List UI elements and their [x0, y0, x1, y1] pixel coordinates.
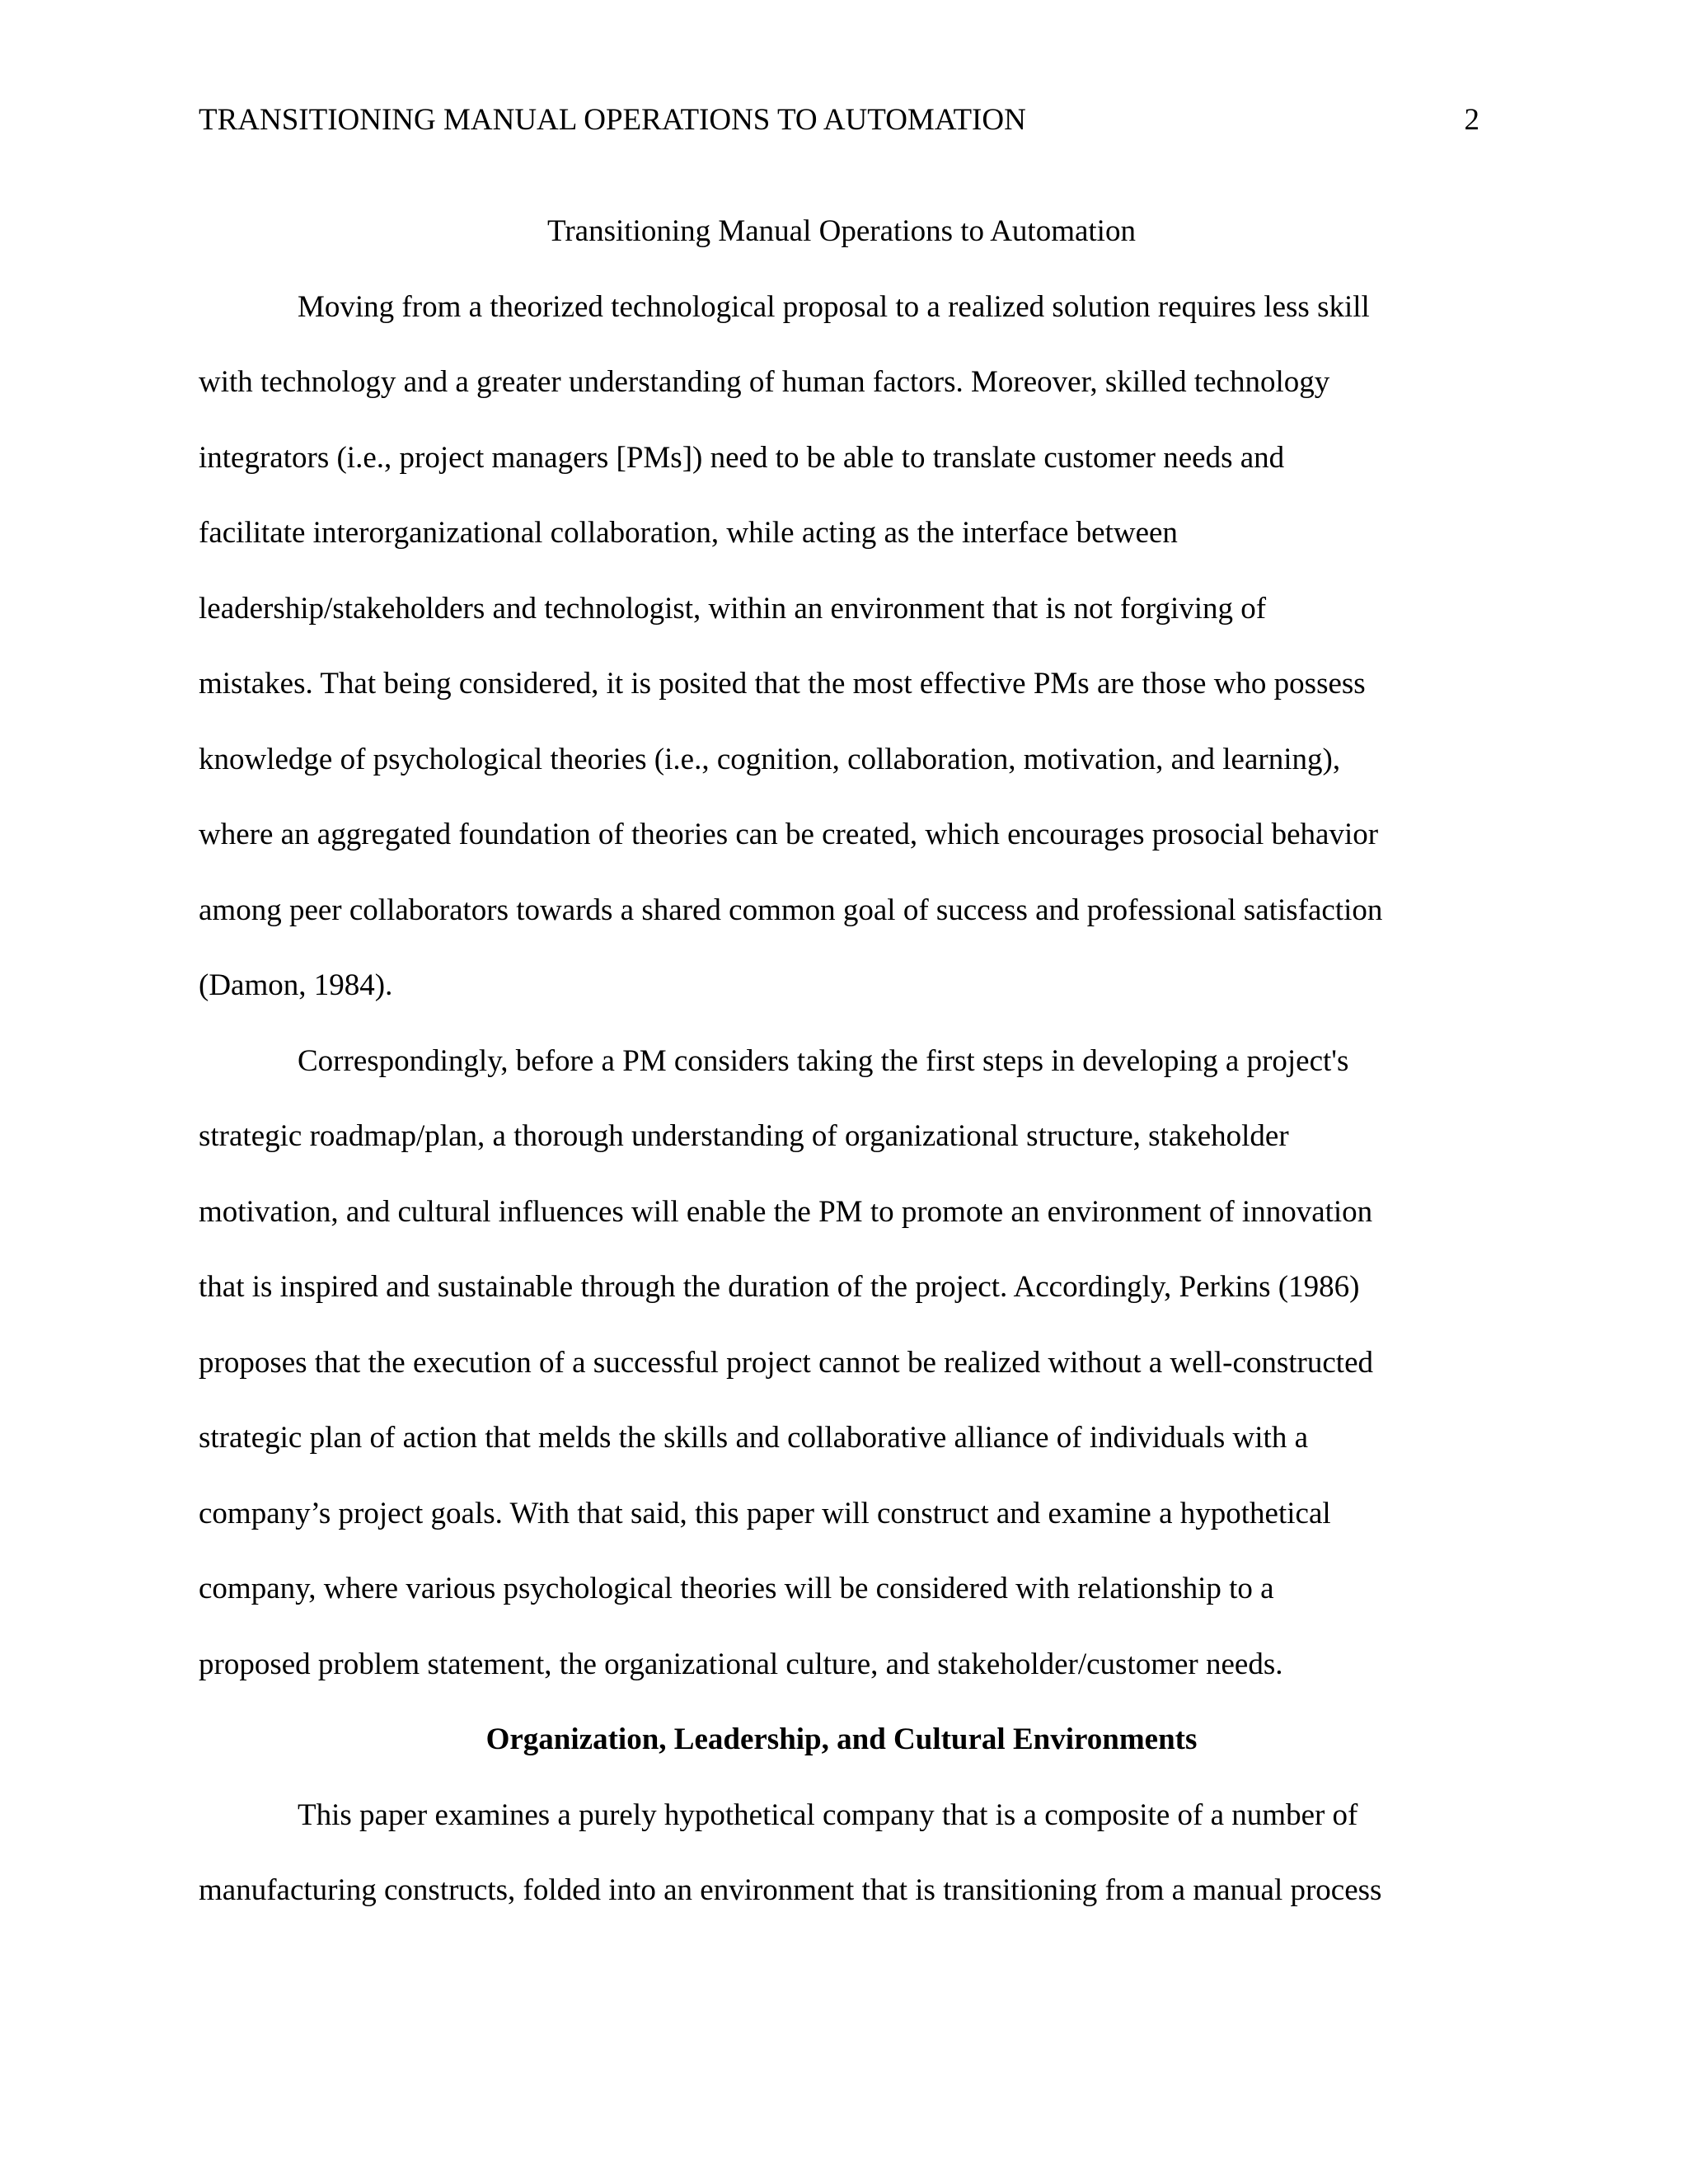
paragraph-line: proposed problem statement, the organizational culture, and stakeholder/customer needs. — [199, 1647, 1283, 1681]
paragraph-line: with technology and a greater understanding of human factors. Moreover, skilled technology — [199, 365, 1330, 399]
paragraph-line: knowledge of psychological theories (i.e., cognition, collaboration, motivation, and learning), — [199, 742, 1341, 776]
paragraph-line: motivation, and cultural influences will enable the PM to promote an environment of innovation — [199, 1194, 1373, 1229]
paragraph-line: strategic plan of action that melds the skills and collaborative alliance of individuals with a — [199, 1421, 1309, 1455]
page-number: 2 — [1464, 103, 1479, 137]
section-heading: Organization, Leadership, and Cultural Environments — [485, 1722, 1198, 1756]
paragraph-line: facilitate interorganizational collaboration, while acting as the interface between — [199, 516, 1178, 550]
paragraph-line: that is inspired and sustainable through the duration of the project. Accordingly, Perkins (1986) — [199, 1270, 1360, 1304]
paragraph-line: among peer collaborators towards a shared common goal of success and professional satisfaction — [199, 893, 1383, 927]
running-head: TRANSITIONING MANUAL OPERATIONS TO AUTOMATION — [199, 103, 1026, 137]
paragraph-line: integrators (i.e., project managers [PMs]) need to be able to translate customer needs and — [199, 440, 1285, 475]
document-body — [199, 194, 1484, 1929]
paragraph-line: Correspondingly, before a PM considers taking the first steps in developing a project's — [298, 1043, 1349, 1078]
paragraph-line: company’s project goals. With that said, this paper will construct and examine a hypothetical — [199, 1496, 1331, 1530]
paragraph-line: proposes that the execution of a successful project cannot be realized without a well-constructed — [199, 1345, 1374, 1380]
document-title: Transitioning Manual Operations to Automation — [547, 214, 1136, 248]
paragraph-line: This paper examines a purely hypothetical company that is a composite of a number of — [298, 1797, 1358, 1832]
paragraph-line: Moving from a theorized technological proposal to a realized solution requires less skill — [298, 289, 1370, 324]
paragraph-3 — [199, 1778, 1484, 1929]
paragraph-line: where an aggregated foundation of theories can be created, which encourages prosocial behavior — [199, 818, 1379, 851]
paragraph-1 — [199, 269, 1484, 1024]
paragraph-line: manufacturing constructs, folded into an environment that is transitioning from a manual process — [199, 1873, 1382, 1907]
paragraph-line: mistakes. That being considered, it is posited that the most effective PMs are those who possess — [199, 667, 1366, 701]
paragraph-line: (Damon, 1984). — [199, 968, 393, 1002]
paragraph-2 — [199, 1024, 1484, 1703]
paragraph-line: company, where various psychological theories will be considered with relationship to a — [199, 1572, 1274, 1605]
paragraph-line: strategic roadmap/plan, a thorough understanding of organizational structure, stakeholder — [199, 1119, 1289, 1153]
paragraph-line: leadership/stakeholders and technologist, within an environment that is not forgiving of — [199, 591, 1267, 626]
